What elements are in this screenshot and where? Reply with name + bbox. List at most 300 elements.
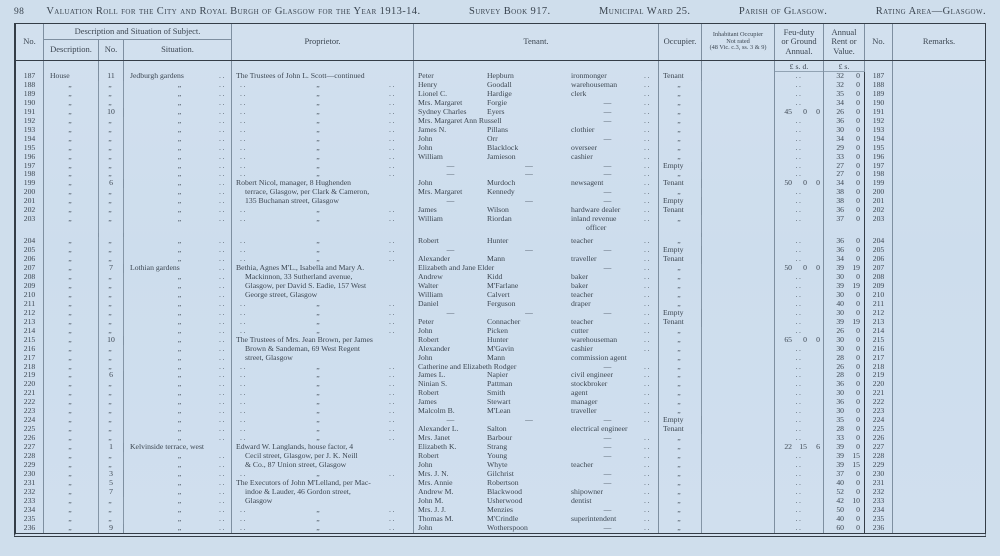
remarks-cell: [893, 434, 985, 443]
tenant-forename: Robert: [418, 236, 439, 246]
row-number-right: 190: [865, 99, 893, 108]
rent-pounds: 30: [836, 271, 844, 281]
tenant-forename: Mrs. Annie: [418, 477, 453, 487]
inhabitant-occupier-cell: [702, 197, 775, 206]
occupier-status: „: [659, 434, 702, 443]
situation: „ ..: [124, 215, 232, 233]
feu-duty: ..: [775, 416, 824, 425]
rent-pounds: 33: [836, 151, 844, 161]
rent-pounds: 35: [836, 88, 844, 98]
leader-dots: ..: [218, 504, 226, 514]
row-number-right: 222: [865, 398, 893, 407]
situation: „ ..: [124, 363, 232, 372]
rent-shillings: 0: [856, 370, 860, 380]
tenant-occupation: stockbroker: [571, 379, 608, 389]
proprietor: Bethia, Agnes M'L., Isabella and Mary A.: [232, 264, 414, 273]
remarks-cell: [893, 363, 985, 372]
situation: „ ..: [124, 179, 232, 188]
street-number: „: [99, 327, 124, 336]
row-number: 222: [16, 398, 44, 407]
situation: „ ..: [124, 452, 232, 461]
rent-pounds: 39: [836, 316, 844, 326]
feu-duty: ..: [775, 81, 824, 90]
leader-dots: ..: [644, 451, 652, 461]
rent-shillings: 15: [852, 451, 860, 461]
tenant-surname: Calvert: [487, 289, 510, 299]
row-number: 233: [16, 497, 44, 506]
remarks-cell: [893, 452, 985, 461]
remarks-cell: [893, 479, 985, 488]
rent-pounds: 50: [836, 504, 844, 514]
situation: „ ..: [124, 162, 232, 171]
proprietor: .. „ ..: [232, 380, 414, 389]
description: „: [44, 524, 99, 533]
tenant-occupation: cashier: [571, 151, 593, 161]
tenant-forename: James L.: [418, 370, 446, 380]
inhabitant-occupier-cell: [702, 479, 775, 488]
page-title: Valuation Roll for the City and Royal Burgh of Glasgow for the Year 1913-14.: [46, 6, 421, 17]
tenant-surname: —: [525, 415, 533, 425]
tenant-surname: Salton: [487, 424, 507, 434]
inhabitant-occupier-cell: [702, 452, 775, 461]
feu-duty-units: £ s. d.: [775, 61, 824, 72]
row-number: 193: [16, 126, 44, 135]
street-number: „: [99, 291, 124, 300]
tenant-forename: Alexander: [418, 343, 451, 353]
rent-pounds: 37: [836, 214, 844, 224]
tenant-forename: —: [446, 196, 455, 206]
leader-dots: ..: [644, 169, 652, 179]
description: „: [44, 117, 99, 126]
tenant-forename: James: [418, 397, 437, 407]
leader-dots: ..: [644, 316, 652, 326]
leader-dots: ..: [218, 406, 226, 416]
tenant-surname: Orr: [487, 133, 498, 143]
col-description: Description.: [44, 40, 99, 60]
proprietor: Robert Nicol, manager, 8 Hughenden: [232, 179, 414, 188]
tenant-surname: Eyers: [487, 106, 505, 116]
row-number-right: 192: [865, 117, 893, 126]
rent-pounds: 26: [836, 325, 844, 335]
leader-dots: ..: [644, 133, 652, 143]
description: „: [44, 416, 99, 425]
proprietor: George street, Glasgow: [232, 291, 414, 300]
proprietor: .. „ ..: [232, 255, 414, 264]
rent-shillings: 19: [852, 280, 860, 290]
feu-duty: 50 0 0: [775, 264, 824, 273]
leader-dots: ..: [644, 495, 652, 505]
tenant-occupation: clerk: [571, 88, 587, 98]
situation: „ ..: [124, 197, 232, 206]
row-number: 235: [16, 515, 44, 524]
street-number: 1: [99, 443, 124, 452]
rent-shillings: 0: [856, 142, 860, 152]
street-number: „: [99, 506, 124, 515]
leader-dots: ..: [218, 477, 226, 487]
row-number-right: 216: [865, 345, 893, 354]
street-number: „: [99, 135, 124, 144]
row-number-right: 224: [865, 416, 893, 425]
row-number-right: 195: [865, 144, 893, 153]
tenant-occupation: teacher: [571, 289, 594, 299]
feu-duty: ..: [775, 363, 824, 372]
row-number: 216: [16, 345, 44, 354]
description: „: [44, 371, 99, 380]
leader-dots: ..: [644, 486, 652, 496]
street-number: „: [99, 354, 124, 363]
proprietor: .. „ ..: [232, 162, 414, 171]
inhabitant-occupier-cell: [702, 506, 775, 515]
rent-shillings: 0: [856, 151, 860, 161]
street-number: „: [99, 515, 124, 524]
occupier-status: „: [659, 479, 702, 488]
situation: Kelvinside terrace, west: [124, 443, 232, 452]
leader-dots: ..: [218, 271, 226, 281]
rent-shillings: 0: [856, 379, 860, 389]
tenant-occupation: baker: [571, 271, 589, 281]
feu-duty: ..: [775, 318, 824, 327]
inhabitant-occupier-cell: [702, 246, 775, 255]
proprietor: .. „ ..: [232, 434, 414, 443]
leader-dots: ..: [218, 397, 226, 407]
proprietor: .. „ ..: [232, 371, 414, 380]
page-number: 98: [14, 6, 25, 17]
inhabitant-occupier-cell: [702, 434, 775, 443]
row-number-right: 203: [865, 215, 893, 233]
rent-pounds: 39: [836, 263, 844, 273]
tenant-forename: John: [418, 178, 433, 188]
proprietor: Glasgow: [232, 497, 414, 506]
feu-duty: ..: [775, 215, 824, 233]
tenant-surname: Forgie: [487, 97, 507, 107]
tenant-occupation: —: [603, 504, 612, 514]
leader-dots: ..: [644, 124, 652, 134]
tenant-occupation: teacher: [571, 316, 594, 326]
leader-dots: ..: [218, 115, 226, 125]
rent-shillings: 10: [852, 495, 860, 505]
description: „: [44, 452, 99, 461]
proprietor: .. „ ..: [232, 117, 414, 126]
situation: „ ..: [124, 336, 232, 345]
occupier-status: „: [659, 126, 702, 135]
feu-duty: ..: [775, 380, 824, 389]
leader-dots: ..: [218, 307, 226, 317]
rent-pounds: 30: [836, 406, 844, 416]
tenant-forename: Mrs. Margaret: [418, 97, 463, 107]
rent-shillings: 0: [856, 178, 860, 188]
rent-shillings: 0: [856, 106, 860, 116]
proprietor: .. „ ..: [232, 398, 414, 407]
proprietor: The Executors of John M'Lelland, per Mac-: [232, 479, 414, 488]
tenant-occupation: hardware dealer: [571, 205, 621, 215]
leader-dots: ..: [644, 442, 652, 452]
proprietor: .. „ ..: [232, 300, 414, 309]
description: „: [44, 170, 99, 179]
rent-shillings: 0: [856, 325, 860, 335]
tenant: [414, 380, 659, 389]
rent-pounds: 39: [836, 442, 844, 452]
feu-duty: ..: [775, 188, 824, 197]
remarks-cell: [893, 389, 985, 398]
tenant-surname: Jamieson: [487, 151, 516, 161]
rent-pounds: 30: [836, 343, 844, 353]
rent-pounds: 36: [836, 115, 844, 125]
leader-dots: ..: [218, 71, 226, 80]
row-number-right: 193: [865, 126, 893, 135]
survey-book-label: Survey Book 917.: [468, 6, 551, 17]
rent-shillings: 0: [856, 88, 860, 98]
leader-dots: ..: [218, 343, 226, 353]
tenant: [414, 497, 659, 506]
proprietor: street, Glasgow: [232, 354, 414, 363]
row-number-right: 207: [865, 264, 893, 273]
situation: „ ..: [124, 255, 232, 264]
occupier-status: „: [659, 153, 702, 162]
situation: „ ..: [124, 273, 232, 282]
tenant-forename: —: [446, 307, 455, 317]
tenant-occupation: cutter: [571, 325, 589, 335]
proprietor: .. „ ..: [232, 327, 414, 336]
tenant: [414, 72, 659, 81]
tenant-forename: Mrs. Margaret: [418, 187, 463, 197]
occupier-status: „: [659, 282, 702, 291]
occupier-status: „: [659, 336, 702, 345]
rent-pounds: 34: [836, 97, 844, 107]
occupier-status: „: [659, 188, 702, 197]
rent-shillings: 0: [856, 504, 860, 514]
row-number: 236: [16, 524, 44, 533]
situation: „ ..: [124, 434, 232, 443]
rent-pounds: 30: [836, 124, 844, 134]
street-number: „: [99, 300, 124, 309]
row-number-right: 236: [865, 524, 893, 533]
occupier-status: „: [659, 363, 702, 372]
tenant-forename: James N.: [418, 124, 447, 134]
col-no: No.: [16, 24, 44, 60]
feu-duty: ..: [775, 273, 824, 282]
street-number: „: [99, 126, 124, 135]
description: „: [44, 162, 99, 171]
tenant-forename: —: [446, 169, 455, 179]
tenant-forename: —: [446, 160, 455, 170]
col-street-no: No.: [99, 40, 124, 60]
row-number: 192: [16, 117, 44, 126]
occupier-status: Empty: [659, 416, 702, 425]
leader-dots: ..: [218, 263, 226, 273]
row-number: 187: [16, 72, 44, 81]
inhabitant-occupier-cell: [702, 90, 775, 99]
inhabitant-occupier-cell: [702, 461, 775, 470]
street-number: „: [99, 345, 124, 354]
street-number: „: [99, 117, 124, 126]
feu-duty: 50 0 0: [775, 179, 824, 188]
occupier-status: „: [659, 291, 702, 300]
tenant-surname: Hepburn: [487, 71, 514, 80]
tenant: [414, 524, 659, 533]
occupier-status: „: [659, 452, 702, 461]
leader-dots: ..: [218, 106, 226, 116]
remarks-cell: [893, 206, 985, 215]
occupier-status: Empty: [659, 162, 702, 171]
tenant: [414, 443, 659, 452]
remarks-cell: [893, 345, 985, 354]
proprietor: .. „ ..: [232, 389, 414, 398]
occupier-status: Tenant: [659, 179, 702, 188]
proprietor: terrace, Glasgow, per Clark & Cameron,: [232, 188, 414, 197]
inhabitant-occupier-cell: [702, 117, 775, 126]
col-situation: Situation.: [161, 44, 194, 55]
occupier-status: Empty: [659, 246, 702, 255]
tenant: [414, 273, 659, 282]
street-number: 7: [99, 264, 124, 273]
description: „: [44, 215, 99, 233]
rent-shillings: 0: [856, 343, 860, 353]
inhabitant-occupier-cell: [702, 108, 775, 117]
remarks-cell: [893, 117, 985, 126]
inhabitant-occupier-cell: [702, 443, 775, 452]
inhabitant-occupier-cell: [702, 153, 775, 162]
remarks-cell: [893, 273, 985, 282]
row-number: 223: [16, 407, 44, 416]
feu-duty: ..: [775, 135, 824, 144]
leader-dots: ..: [218, 388, 226, 398]
rent-pounds: 60: [836, 522, 844, 532]
proprietor: .. „ ..: [232, 246, 414, 255]
tenant-forename: Thomas M.: [418, 513, 454, 523]
row-number-right: 220: [865, 380, 893, 389]
street-number: „: [99, 363, 124, 372]
tenant: [414, 389, 659, 398]
leader-dots: ..: [644, 71, 652, 80]
rent-shillings: 0: [856, 307, 860, 317]
rent-pounds: 39: [836, 459, 844, 469]
leader-dots: ..: [644, 280, 652, 290]
feu-duty: ..: [775, 461, 824, 470]
tenant-forename: Daniel: [418, 298, 439, 308]
street-number: 6: [99, 179, 124, 188]
leader-dots: ..: [644, 289, 652, 299]
tenant-surname: M'Crindle: [487, 513, 519, 523]
tenant-surname: Murdoch: [487, 178, 516, 188]
col-occupier: Occupier.: [659, 24, 702, 60]
tenant-forename: John: [418, 459, 433, 469]
tenant-surname: Usherwood: [487, 495, 523, 505]
row-number: 224: [16, 416, 44, 425]
feu-duty: 22 15 6: [775, 443, 824, 452]
tenant-occupation: teacher: [571, 459, 594, 469]
description: „: [44, 255, 99, 264]
row-number-right: 229: [865, 461, 893, 470]
feu-duty: ..: [775, 506, 824, 515]
situation: „ ..: [124, 117, 232, 126]
street-number: 5: [99, 479, 124, 488]
rent-shillings: 19: [852, 263, 860, 273]
inhabitant-occupier-cell: [702, 345, 775, 354]
inhabitant-occupier-cell: [702, 72, 775, 81]
occupier-status: Tenant: [659, 206, 702, 215]
leader-dots: ..: [644, 196, 652, 206]
situation: „ ..: [124, 389, 232, 398]
occupier-status: Empty: [659, 309, 702, 318]
rent-shillings: 0: [856, 169, 860, 179]
remarks-cell: [893, 327, 985, 336]
description: „: [44, 300, 99, 309]
description: „: [44, 488, 99, 497]
tenant-forename: Elizabeth K.: [418, 442, 457, 452]
tenant-surname: Wotherspoon: [487, 522, 528, 532]
tenant-surname: M'Lean: [487, 406, 511, 416]
occupier-status: „: [659, 117, 702, 126]
leader-dots: ..: [644, 106, 652, 116]
row-number-right: 230: [865, 470, 893, 479]
leader-dots: ..: [218, 468, 226, 478]
feu-duty: ..: [775, 425, 824, 434]
tenant-occupation: —: [603, 477, 612, 487]
leader-dots: ..: [644, 187, 652, 197]
annual-rent: [824, 524, 865, 533]
occupier-status: „: [659, 470, 702, 479]
row-number-right: 196: [865, 153, 893, 162]
row-number-right: 201: [865, 197, 893, 206]
leader-dots: ..: [218, 325, 226, 335]
leader-dots: ..: [644, 254, 652, 264]
rent-pounds: 34: [836, 133, 844, 143]
description: „: [44, 282, 99, 291]
remarks-cell: [893, 488, 985, 497]
inhabitant-occupier-cell: [702, 380, 775, 389]
street-number: „: [99, 153, 124, 162]
rent-pounds: 39: [836, 451, 844, 461]
inhabitant-occupier-cell: [702, 416, 775, 425]
rent-shillings: 0: [856, 160, 860, 170]
tenant-occupation: —: [603, 307, 612, 317]
leader-dots: ..: [218, 205, 226, 215]
row-number-right: 197: [865, 162, 893, 171]
rent-shillings: 0: [856, 196, 860, 206]
remarks-cell: [893, 336, 985, 345]
leader-dots: ..: [218, 415, 226, 425]
description: „: [44, 434, 99, 443]
occupier-status: „: [659, 371, 702, 380]
occupier-status: „: [659, 273, 702, 282]
inhabitant-occupier-cell: [702, 318, 775, 327]
rent-pounds: 33: [836, 433, 844, 443]
row-number: 226: [16, 434, 44, 443]
tenant-forename: John: [418, 352, 433, 362]
situation: „ ..: [124, 497, 232, 506]
occupier-status: „: [659, 461, 702, 470]
situation: „ ..: [124, 309, 232, 318]
row-number: 191: [16, 108, 44, 117]
description: „: [44, 336, 99, 345]
rent-shillings: 0: [856, 477, 860, 487]
proprietor: .. „ ..: [232, 90, 414, 99]
tenant-surname: —: [525, 160, 533, 170]
leader-dots: ..: [218, 424, 226, 434]
leader-dots: ..: [644, 343, 652, 353]
tenant-surname: —: [525, 245, 533, 255]
street-number: 7: [99, 488, 124, 497]
tenant-occupation: manager: [571, 397, 598, 407]
leader-dots: ..: [218, 379, 226, 389]
municipal-ward-label: Municipal Ward 25.: [599, 6, 691, 17]
remarks-cell: [893, 291, 985, 300]
tenant: [414, 452, 659, 461]
description: „: [44, 144, 99, 153]
inhabitant-occupier-cell: [702, 273, 775, 282]
description: „: [44, 206, 99, 215]
proprietor: Mackinnon, 33 Sutherland avenue,: [232, 273, 414, 282]
